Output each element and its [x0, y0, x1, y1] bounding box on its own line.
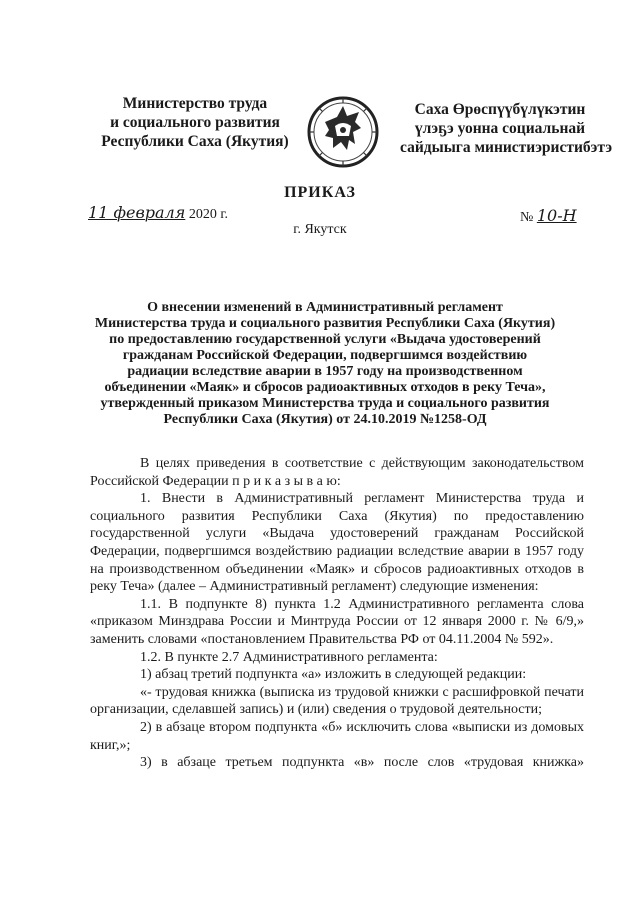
- ministry-name-line: сайдыыга министиэристибэтэ: [400, 139, 613, 156]
- subject-line: Министерства труда и социального развития Республики Саха (Якутия): [94, 316, 556, 331]
- subject-line: Республики Саха (Якутия) от 24.10.2019 №1258-ОД: [163, 412, 487, 427]
- order-body: [90, 455, 584, 772]
- subject-line: по предоставлению государственной услуги «Выдача удостоверений: [109, 332, 541, 347]
- body-paragraph: 2) в абзаце втором подпункта «б» исключить слова «выписки из домовых книг,»;: [90, 719, 584, 753]
- order-date: [88, 203, 228, 223]
- body-paragraph: В целях приведения в соответствие с действующим законодательством Российской Федерации п р и к а з ы в а ю:: [90, 456, 584, 489]
- subject-line: утвержденный приказом Министерства труда и социального развития: [100, 396, 550, 411]
- order-city: г. Якутск: [293, 222, 347, 237]
- ministry-name-line: Республики Саха (Якутия): [101, 133, 289, 150]
- ministry-name-yakut: [400, 100, 613, 157]
- body-paragraph: 1) абзац третий подпункта «а» изложить в следующей редакции:: [140, 667, 527, 683]
- handwritten-number: 10-Н: [536, 206, 577, 225]
- order-subject: [90, 300, 560, 428]
- body-paragraph: «- трудовая книжка (выписка из трудовой книжки с расшифровкой печати организации, сделавшей запись) и (или) сведения о трудовой деятельности;: [90, 684, 584, 718]
- body-paragraph: 1.2. В пункте 2.7 Административного регламента:: [140, 649, 438, 665]
- ministry-name-russian: [100, 94, 290, 151]
- subject-line: гражданам Российской Федерации, подвергшимся воздействию: [122, 348, 528, 363]
- handwritten-date: 11 февраля: [88, 203, 186, 222]
- order-title: ПРИКАЗ: [284, 184, 356, 201]
- subject-line: О внесении изменений в Административный регламент: [147, 300, 503, 315]
- number-prefix: №: [520, 210, 534, 225]
- body-paragraph: 1. Внести в Административный регламент Министерства труда и социального развития Республики Саха (Якутия) по предоставлению государственной услуги «Выдача удостоверений гражданам Российской Федерации, подвергшимся воздействию радиации вследствие аварии в 1957 году на производственном объединении «Маяк» и сбросов радиоактивных отходов в реку Теча» (далее – Административный регламент) следующие изменения:: [90, 491, 584, 595]
- coat-of-arms-emblem: [303, 92, 383, 172]
- subject-line: радиации вследствие аварии в 1957 году на производственном: [127, 364, 523, 379]
- body-paragraph: 3) в абзаце третьем подпункта «в» после слов «трудовая книжка»: [140, 755, 584, 771]
- subject-line: объединении «Маяк» и сбросов радиоактивных отходов в реку Теча»,: [104, 380, 546, 395]
- ministry-name-line: Министерство труда: [122, 95, 268, 112]
- ministry-name-line: үлэҕэ уонна социальнай: [414, 120, 586, 137]
- date-year: 2020 г.: [188, 207, 228, 222]
- body-paragraph: 1.1. В подпункте 8) пункта 1.2 Административного регламента слова «приказом Минздрава России и Минтруда России от 12 января 2000 г. № 6/9,» заменить словами «постановлением Правительства РФ от 04.11.2004 № 592».: [90, 596, 584, 647]
- ministry-name-line: Саха Өрөспүүбүлүкэтин: [414, 101, 586, 118]
- ministry-name-line: и социального развития: [110, 114, 280, 131]
